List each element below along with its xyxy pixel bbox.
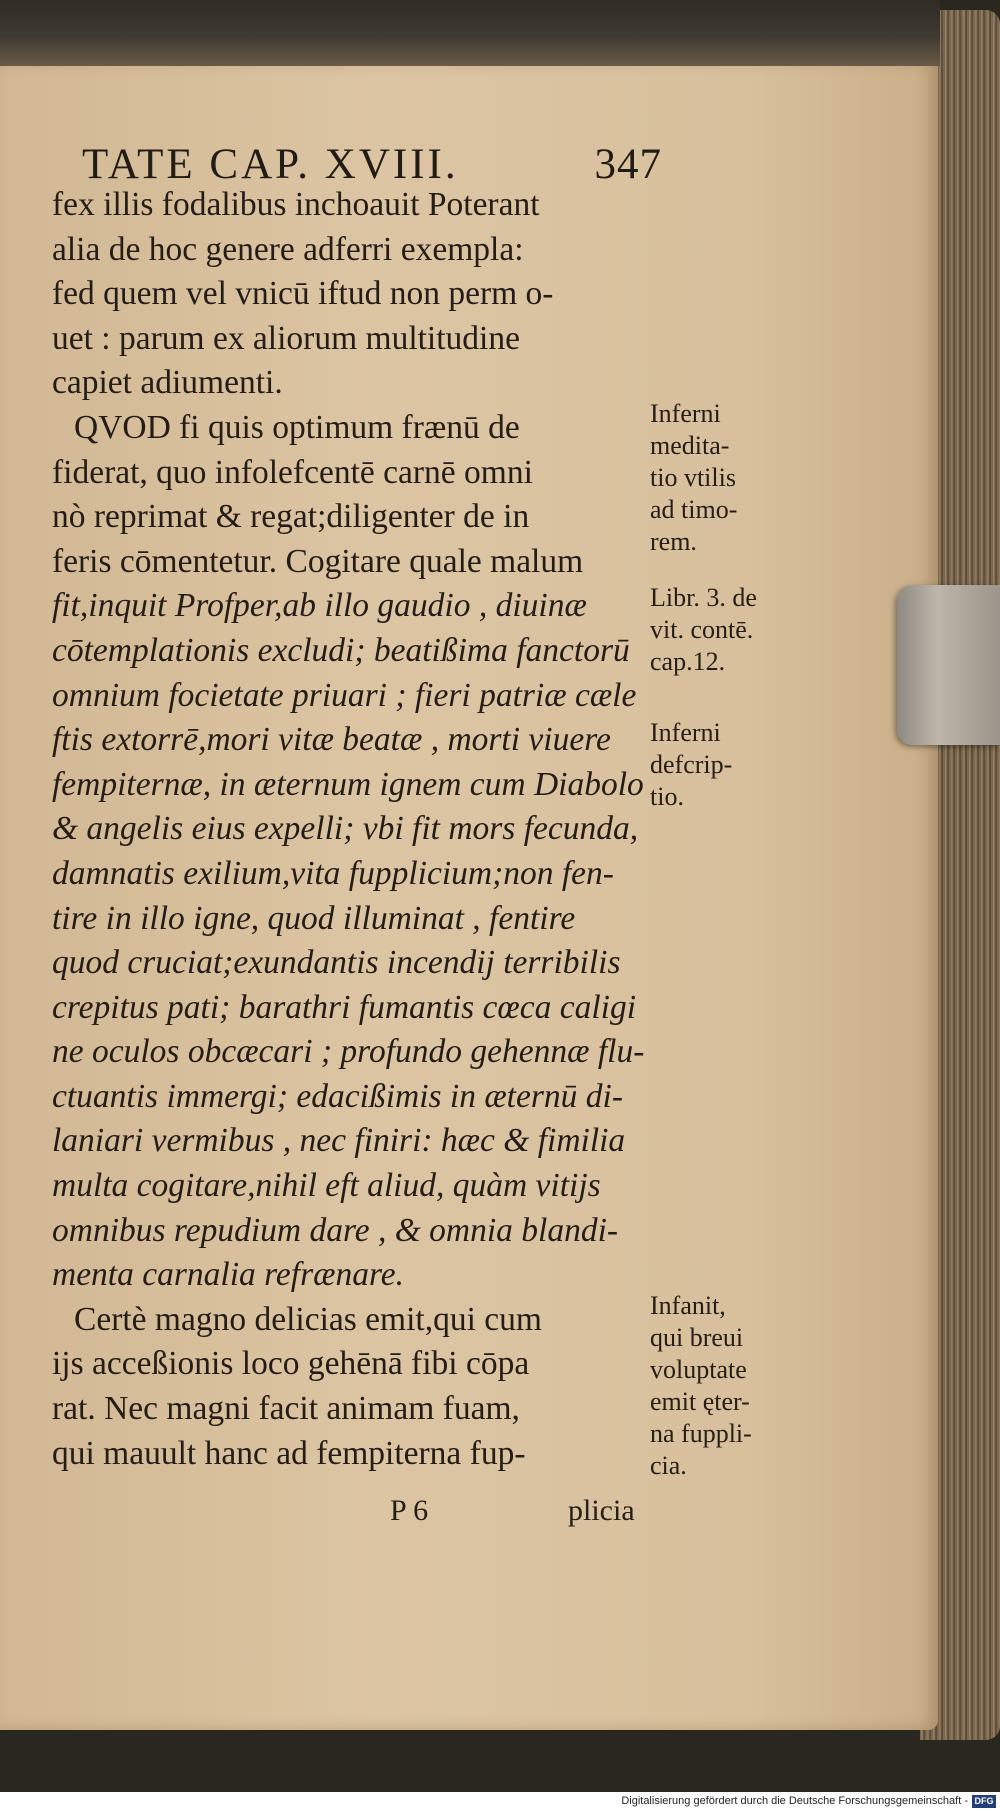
text-line: & angelis eius expelli; vbi fit mors fecunda, [52,810,639,848]
dfg-logo: DFG [972,1795,996,1808]
page-clip-tab [897,585,1000,745]
text-line: tire in illo igne, quod illuminat , fentire [52,899,576,937]
margin-note [650,717,820,813]
text-line: cōtemplationis excludi; beatißima fanctorū [52,631,630,669]
text-line: quod cruciat;exundantis incendij terribilis [52,944,621,982]
text-line: laniari vermibus , nec finiri: hæc & fimilia [52,1122,626,1160]
text-line: Certè magno delicias emit,qui cum [74,1300,542,1338]
margin-note [650,582,820,678]
margin-line: ad timo- [650,495,738,524]
text-line: nò reprimat & regat;diligenter de in [52,498,530,536]
text-line: uet : parum ex aliorum multitudine [52,319,520,357]
text-line: alia de hoc genere adferri exempla: [52,230,524,268]
digitization-footer [0,1792,1000,1811]
text-line: QVOD fi quis optimum frænū de [74,408,520,446]
signature-mark: P 6 [390,1494,429,1527]
margin-line: vit. contē. [650,615,754,644]
text-line: fex illis fodalibus inchoauit Poterant [52,186,540,223]
text-line: multa cogitare,nihil eft aliud, quàm vitijs [52,1167,601,1205]
margin-line: emit ęter- [650,1387,750,1416]
text-line: omnium focietate priuari ; fieri patriæ cæle [52,676,637,714]
body-text [52,183,645,1476]
margin-line: rem. [650,527,697,556]
text-line: crepitus pati; barathri fumantis cœca caligi [52,988,637,1026]
top-shadow-band [0,0,940,66]
text-line: capiet adiumenti. [52,364,283,402]
margin-line: tio. [650,782,684,811]
text-line: rat. Nec magni facit animam fuam, [52,1390,520,1428]
page-number: 347 [594,141,662,188]
margin-line: Inferni [650,399,721,428]
text-line: ijs acceßionis loco gehēnā fibi cōpa [52,1345,530,1383]
catchword: plicia [568,1494,635,1527]
text-line: ne oculos obcæcari ; profundo gehennæ flu- [52,1033,645,1071]
text-line: fed quem vel vnicū iftud non perm o- [52,275,554,313]
margin-line: defcrip- [650,750,733,779]
text-line: qui mauult hanc ad fempiterna fup- [52,1434,526,1472]
text-line: fit,inquit Profper,ab illo gaudio , diuinæ [52,587,587,625]
margin-line: na fuppli- [650,1419,752,1448]
margin-line: cia. [650,1451,687,1480]
text-line: ftis extorrē,mori vitæ beatæ , morti viuere [52,721,611,759]
margin-line: Infanit, [650,1291,726,1320]
text-line: omnibus repudium dare , & omnia blandi- [52,1211,619,1249]
running-title: TATE CAP. XVIII. [82,141,459,188]
margin-line: cap.12. [650,647,726,676]
margin-line: tio vtilis [650,463,736,492]
margin-note [650,1290,820,1482]
margin-line: medita- [650,431,730,460]
text-line: menta carnalia refrænare. [52,1256,405,1294]
text-line: ctuantis immergi; edacißimis in æternū di- [52,1077,623,1115]
margin-line: Inferni [650,718,721,747]
margin-note [650,398,820,558]
text-line: fempiternæ, in æternum ignem cum Diabolo [52,765,644,803]
running-header [82,140,662,189]
text-line: damnatis exilium,vita fupplicium;non fen- [52,854,614,892]
funding-credit: Digitalisierung gefördert durch die Deutsche Forschungsgemeinschaft - [621,1795,968,1807]
margin-line: qui breui [650,1323,744,1352]
text-line: feris cōmentetur. Cogitare quale malum [52,542,584,580]
text-line: fiderat, quo infolefcentē carnē omni [52,453,533,491]
margin-line: Libr. 3. de [650,583,757,612]
margin-line: voluptate [650,1355,747,1384]
